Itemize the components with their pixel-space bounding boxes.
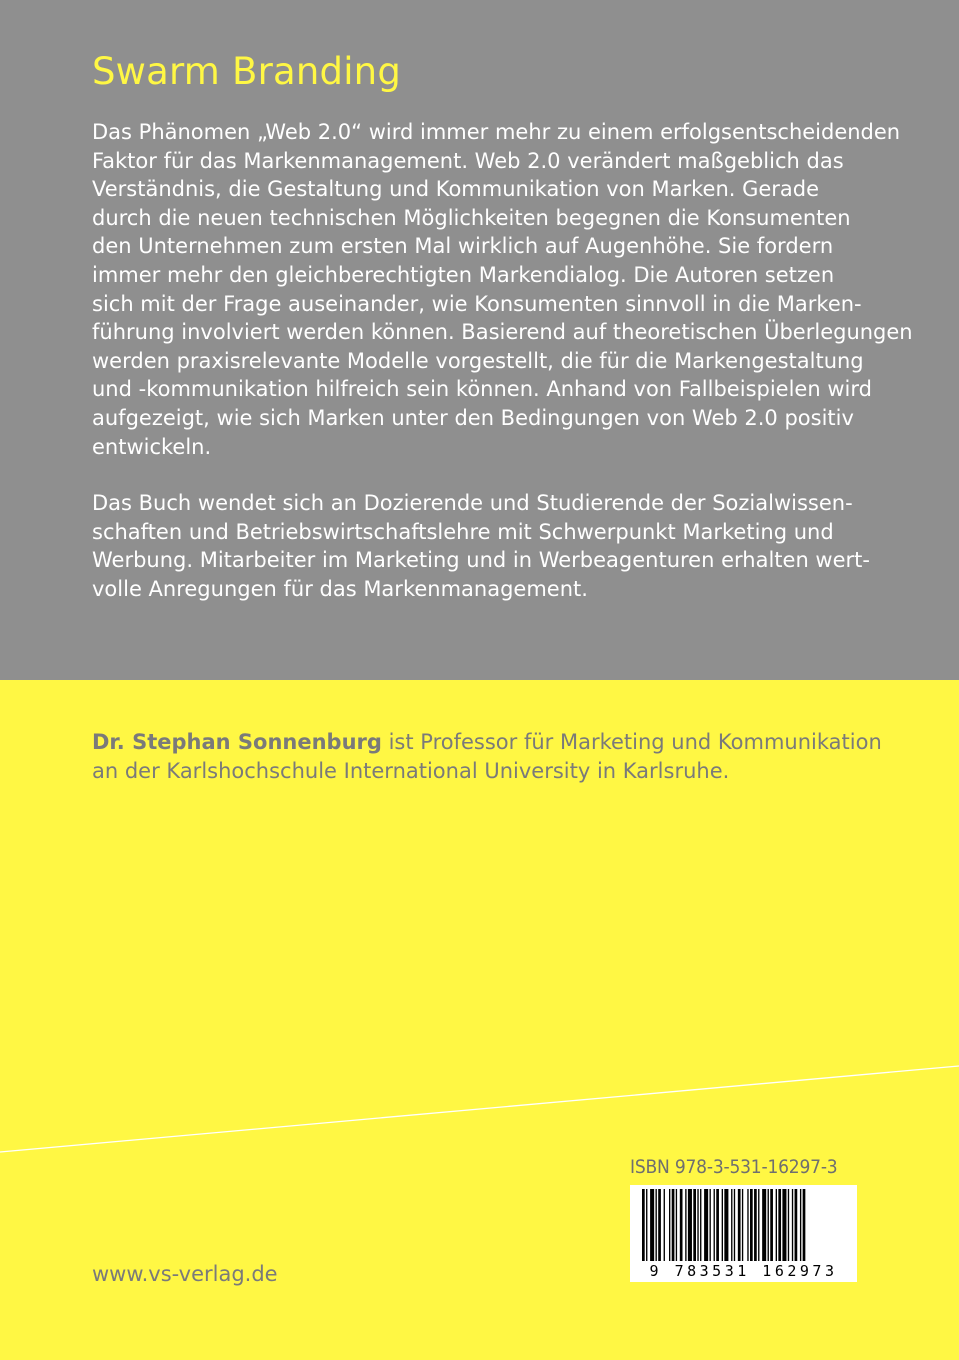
audience-line: Werbung. Mitarbeiter im Marketing und in Werbeagenturen erhalten wert- [92,548,870,573]
description-line: Das Phänomen „Web 2.0“ wird immer mehr zu einem erfolgsentscheidenden [92,120,901,144]
description-line: sich mit der Frage auseinander, wie Konsumenten sinnvoll in die Marken- [92,291,862,316]
audience-paragraph [92,489,892,603]
description-line: Verständnis, die Gestaltung und Kommunikation von Marken. Gerade [92,177,820,202]
description-line: durch die neuen technischen Möglichkeiten begegnen die Konsumenten [92,205,851,230]
barcode-bar [778,1189,781,1261]
author-bio [92,728,892,786]
barcode-bar [714,1189,715,1261]
barcode-bar [782,1189,786,1261]
barcode-bar [770,1189,773,1261]
description-line: entwickeln. [92,434,212,459]
barcode-bar [658,1189,661,1261]
description-paragraph [92,118,913,461]
barcode-bar [700,1189,701,1261]
barcode-bar [669,1189,670,1261]
barcode-bar [792,1189,793,1261]
barcode-bar [685,1189,686,1261]
barcode-bar [724,1189,728,1261]
barcode-bar [731,1189,732,1261]
barcode-bar [642,1189,645,1261]
isbn-label: ISBN 978-3-531-16297-3 [630,1156,838,1178]
description-line: werden praxisrelevante Modelle vorgestellt, die für die Markengestaltung [92,348,864,373]
description-line: immer mehr den gleichberechtigten Markendialog. Die Autoren setzen [92,262,835,287]
barcode-bar [795,1189,798,1261]
barcode-bar [704,1189,708,1261]
barcode-bar [754,1189,757,1261]
barcode-bar [788,1189,789,1261]
barcode-bar [747,1189,748,1261]
description-line: aufgezeigt, wie sich Marken unter den Bedingungen von Web 2.0 positiv [92,405,854,430]
description-line: Faktor für das Markenmanagement. Web 2.0 verändert maßgeblich das [92,148,844,173]
barcode-bar [697,1189,698,1261]
barcode-bar [688,1189,692,1261]
barcode-bar [803,1189,806,1261]
publisher-website: www.vs-verlag.de [92,1262,278,1286]
author-bio-line [92,728,892,757]
barcode-bar [693,1189,696,1261]
barcode-bar [762,1189,766,1261]
author-name: Dr. Stephan Sonnenburg [92,730,382,754]
barcode-bar [742,1189,743,1261]
barcode [630,1185,857,1282]
barcode-bar [734,1189,735,1261]
barcode-bar [776,1189,777,1261]
barcode-bar [650,1189,654,1261]
book-title: Swarm Branding [92,50,402,93]
barcode-bar [758,1189,759,1261]
barcode-bar [750,1189,753,1261]
barcode-bar [738,1189,741,1261]
audience-line: Das Buch wendet sich an Dozierende und Studierende der Sozialwissen- [92,491,853,515]
audience-line: schaften und Betriebswirtschaftslehre mit Schwerpunkt Marketing und [92,519,834,544]
barcode-bar [676,1189,677,1261]
barcode-bar [768,1189,769,1261]
barcode-bar [664,1189,665,1261]
author-bio-text: ist Professor für Marketing und Kommunikation [381,730,882,754]
barcode-bar [680,1189,683,1261]
author-bio-line: an der Karlshochschule International University in Karlsruhe. [92,759,730,783]
barcode-bar [646,1189,647,1261]
description-line: führung involviert werden können. Basierend auf theoretischen Überlegungen [92,320,913,345]
audience-line: volle Anregungen für das Markenmanagement. [92,576,588,601]
barcode-bar [722,1189,723,1261]
barcode-digits: 9 783531 162973 [649,1262,838,1280]
barcode-bar [656,1189,657,1261]
barcode-bar [710,1189,711,1261]
barcode-bar [800,1189,801,1261]
barcode-bar [716,1189,719,1261]
description-line: den Unternehmen zum ersten Mal wirklich auf Augenhöhe. Sie fordern [92,234,834,259]
barcode-bar [672,1189,675,1261]
description-line: und -kommunikation hilfreich sein können. Anhand von Fallbeispielen wird [92,377,872,402]
